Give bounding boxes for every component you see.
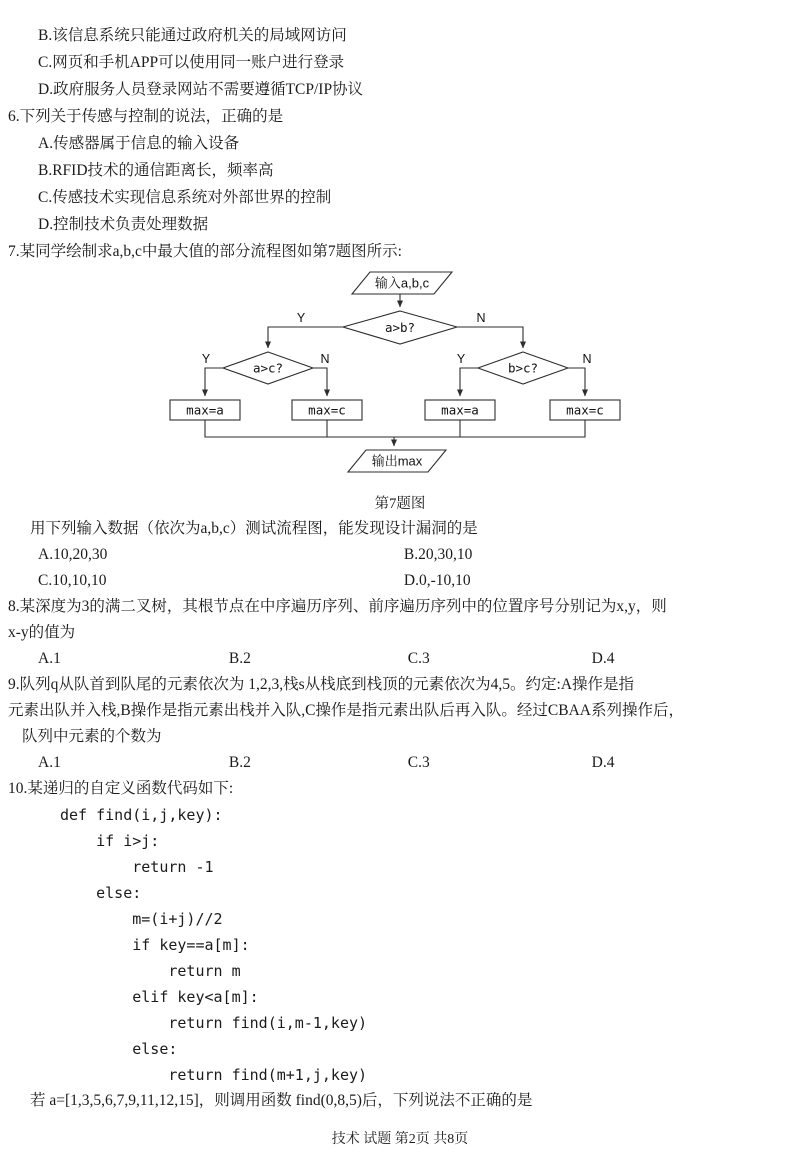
q9-option-d: D.4	[591, 754, 615, 771]
q7-option-a: A.10,20,30	[38, 546, 108, 563]
flow-output-label: 输出max	[371, 453, 423, 469]
q8-option-a: A.1	[38, 650, 61, 667]
code-line: def find(i,j,key):	[60, 806, 223, 824]
flow-yes-label-ac: Y	[201, 352, 211, 366]
q7-option-b: B.20,30,10	[403, 546, 473, 563]
q7-figure-caption: 第7题图	[374, 496, 426, 512]
q6-option-a: A.传感器属于信息的输入设备	[38, 135, 240, 152]
q6-option-c: C.传感技术实现信息系统对外部世界的控制	[38, 189, 332, 206]
q5-option-b: B.该信息系统只能通过政府机关的局域网访问	[38, 27, 347, 44]
q9-option-b: B.2	[228, 754, 251, 771]
code-line: elif key<a[m]:	[60, 988, 259, 1006]
q7-option-d: D.0,-10,10	[403, 572, 471, 589]
q9-stem-line3: 队列中元素的个数为	[22, 728, 162, 745]
question-8	[0, 594, 800, 672]
question-10	[0, 776, 800, 1114]
q10-code-block	[60, 802, 800, 1088]
question-9	[0, 672, 800, 776]
code-line: return find(m+1,j,key)	[60, 1066, 368, 1084]
q8-stem-line2: x-y的值为	[8, 624, 76, 641]
flow-decision-ac-label: a>c?	[252, 360, 284, 376]
q7-question: 用下列输入数据（依次为a,b,c）测试流程图，能发现设计漏洞的是	[30, 520, 478, 537]
code-line: return -1	[60, 858, 214, 876]
code-line: return m	[60, 962, 241, 980]
code-line: m=(i+j)//2	[60, 910, 223, 928]
flow-box-max-c-left-label: max=c	[308, 402, 346, 418]
flow-decision-ab-label: a>b?	[384, 320, 416, 335]
q6-option-d: D.控制技术负责处理数据	[38, 216, 209, 233]
flow-no-label-ab: N	[476, 311, 486, 325]
flow-yes-label-bc: Y	[456, 352, 466, 366]
code-line: if i>j:	[60, 832, 160, 850]
flow-no-label-ac: N	[320, 352, 330, 366]
q10-tail: 若 a=[1,3,5,6,7,9,11,12,15]，则调用函数 find(0,8,5)后，下列说法不正确的是	[30, 1092, 533, 1109]
flow-box-max-a-left-label: max=a	[186, 402, 224, 418]
q9-option-c: C.3	[407, 754, 430, 771]
q5-option-d: D.政府服务人员登录网站不需要遵循TCP/IP协议	[38, 81, 364, 98]
q6-stem: 6.下列关于传感与控制的说法，正确的是	[8, 108, 284, 125]
flow-box-max-a-right-label: max=a	[441, 402, 479, 418]
flow-decision-bc-label: b>c?	[507, 360, 539, 376]
q10-stem: 10.某递归的自定义函数代码如下:	[8, 780, 234, 797]
code-line: else:	[60, 1040, 178, 1058]
q9-options	[0, 750, 800, 776]
q8-options	[0, 646, 800, 672]
q7-options-row2	[0, 568, 800, 594]
q8-option-c: C.3	[407, 650, 430, 667]
q7-option-c: C.10,10,10	[38, 572, 107, 589]
question-7	[0, 238, 800, 594]
q8-option-d: D.4	[591, 650, 615, 667]
q9-stem-line1: 9.队列q从队首到队尾的元素依次为 1,2,3,栈s从栈底到栈顶的元素依次为4,5。约定:A操作是指	[8, 676, 635, 693]
q5-option-c: C.网页和手机APP可以使用同一账户进行登录	[38, 54, 345, 71]
code-line: if key==a[m]:	[60, 936, 250, 954]
q7-options-row1	[0, 542, 800, 568]
flow-no-label-bc: N	[582, 352, 592, 366]
q8-stem-line1: 8.某深度为3的满二叉树，其根节点在中序遍历序列、前序遍历序列中的位置序号分别记为x,y，则	[8, 598, 667, 615]
page-footer: 技术 试题 第2页 共8页	[331, 1132, 469, 1147]
q9-stem-line2: 元素出队并入栈,B操作是指元素出栈并入队,C操作是指元素出队后再入队。经过CBAA系列操作后，	[8, 702, 684, 719]
question-5-options	[0, 22, 800, 103]
code-line: else:	[60, 884, 142, 902]
flow-input-label: 输入a,b,c	[374, 275, 430, 291]
flow-box-max-c-right-label: max=c	[566, 402, 604, 418]
q9-option-a: A.1	[38, 754, 61, 771]
question-6	[0, 103, 800, 238]
q8-option-b: B.2	[228, 650, 251, 667]
q7-stem: 7.某同学绘制求a,b,c中最大值的部分流程图如第7题图所示:	[8, 243, 402, 260]
code-line: return find(i,m-1,key)	[60, 1014, 368, 1032]
q7-flowchart	[0, 267, 800, 493]
flow-yes-label-ab: Y	[296, 311, 306, 325]
q6-option-b: B.RFID技术的通信距离长，频率高	[38, 162, 274, 179]
